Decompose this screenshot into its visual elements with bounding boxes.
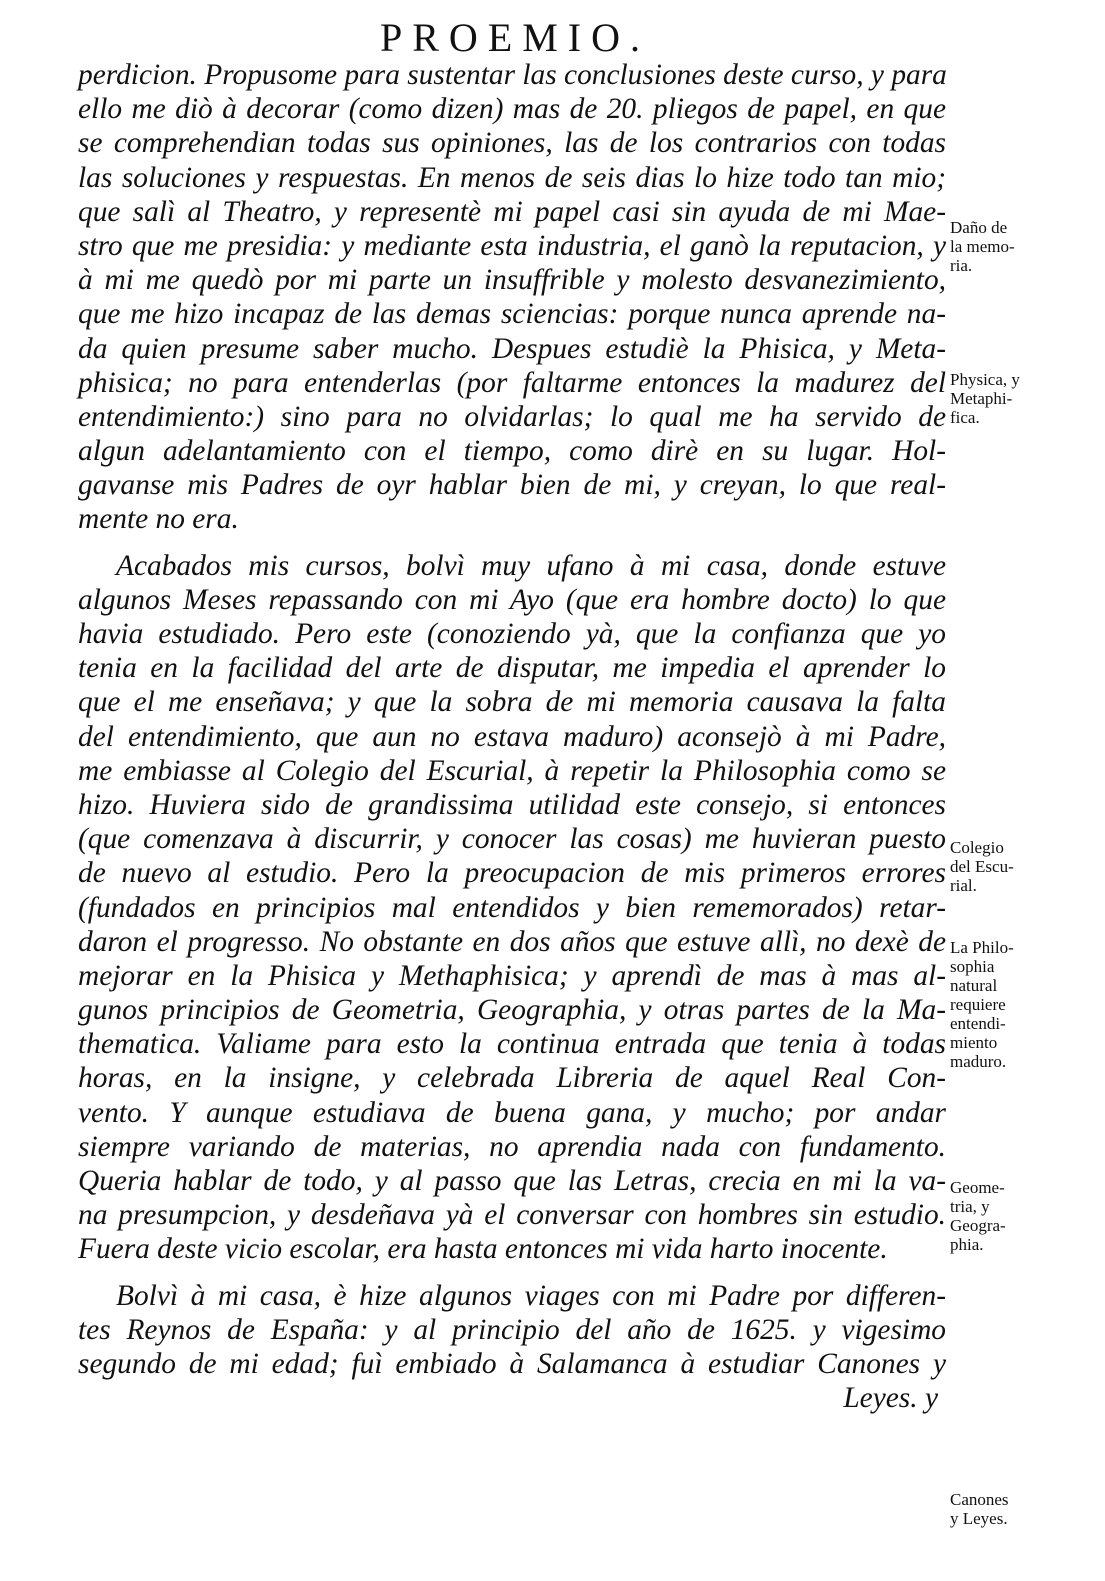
text-line: del entendimiento, que aun no estava maduro) aconsejò à mi Padre, bbox=[78, 720, 946, 753]
text-line: horas, en la insigne, y celebrada Libreria de aquel Real Con- bbox=[78, 1062, 946, 1095]
paragraph-gap bbox=[78, 537, 946, 549]
text-line: Queria hablar de todo, y al passo que las Letras, crecia en mi la va- bbox=[78, 1165, 946, 1197]
text-line: siempre variando de materias, no aprendia nada con fundamento. bbox=[78, 1130, 946, 1163]
text-line: na presumpcion, y desdeñava yà el conversar con hombres sin estudio. bbox=[78, 1199, 946, 1232]
text-line: (que comenzava à discurrir, y conocer las cosas) me huvieran puesto bbox=[78, 823, 946, 856]
margin-note-physica bbox=[950, 370, 1050, 427]
text-line: mejorar en la Phisica y Methaphisica; y aprendì de mas à mas al- bbox=[78, 959, 946, 992]
text-line: Fuera deste vicio escolar, era hasta entonces mi vida harto inocente. bbox=[78, 1233, 888, 1266]
text-line: gunos principios de Geometria, Geographia, y otras partes de la Ma- bbox=[78, 994, 946, 1027]
text-line: ello me diò à decorar (como dizen) mas de 20. pliegos de papel, en que bbox=[78, 93, 946, 126]
catchword: Leyes. y bbox=[843, 1382, 938, 1415]
margin-note-line: Metaphi- bbox=[950, 389, 1013, 408]
margin-note-colegio bbox=[950, 838, 1050, 895]
text-line: da quien presume saber mucho. Despues estudiè la Phisica, y Meta- bbox=[78, 332, 946, 365]
text-line: entendimiento:) sino para no olvidarlas; lo qual me ha servido de bbox=[78, 400, 946, 433]
paragraph-2 bbox=[78, 549, 946, 1267]
text-line: daron el progresso. No obstante en dos años que estuve allì, no dexè de bbox=[78, 925, 946, 958]
text-line: havia estudiado. Pero este (conoziendo yà, que la confianza que yo bbox=[78, 618, 946, 650]
margin-note-line: Colegio bbox=[950, 838, 1004, 857]
paragraph-gap bbox=[78, 1267, 946, 1279]
text-line: phisica; no para entenderlas (por faltarme entonces la madurez del bbox=[78, 366, 946, 399]
text-line: à mi me quedò por mi parte un insuffrible y molesto desvanezimiento, bbox=[78, 264, 946, 297]
text-line: thematica. Valiame para esto la continua entrada que tenia à todas bbox=[78, 1028, 946, 1061]
margin-note-line: Geogra- bbox=[950, 1216, 1006, 1235]
text-line: algunos Meses repassando con mi Ayo (que era hombre docto) lo que bbox=[78, 583, 946, 616]
margin-note-line: requiere bbox=[950, 995, 1006, 1014]
margin-note-line: natural bbox=[950, 976, 998, 995]
margin-note-line: sophia bbox=[950, 957, 995, 976]
margin-note-line: la memo- bbox=[950, 237, 1015, 256]
margin-note-canones bbox=[950, 1490, 1050, 1528]
margin-note-line: Canones bbox=[950, 1490, 1009, 1509]
text-line: vento. Y aunque estudiava de buena gana, y mucho; por andar bbox=[78, 1096, 946, 1129]
text-line: de nuevo al estudio. Pero la preocupacion de mis primeros errores bbox=[78, 857, 946, 890]
paragraph-1 bbox=[78, 58, 946, 537]
text-line: tes Reynos de España: y al principio del año de 1625. y vigesimo bbox=[78, 1313, 946, 1346]
margin-note-line: y Leyes. bbox=[950, 1509, 1008, 1528]
text-line: que salì al Theatro, y representè mi papel casi sin ayuda de mi Mae- bbox=[78, 195, 946, 228]
margin-note-line: Geome- bbox=[950, 1178, 1005, 1197]
margin-note-geometria bbox=[950, 1178, 1050, 1254]
text-line: las soluciones y respuestas. En menos de seis dias lo hize todo tan mio; bbox=[78, 161, 946, 194]
text-line: tenia en la facilidad del arte de disputar, me impedia el aprender lo bbox=[78, 652, 946, 685]
text-line: algun adelantamiento con el tiempo, como dirè en su lugar. Hol- bbox=[78, 435, 946, 468]
margin-note-line: entendi- bbox=[950, 1014, 1006, 1033]
text-line: hizo. Huviera sido de grandissima utilidad este consejo, si entonces bbox=[78, 788, 946, 821]
margin-note-philosophia bbox=[950, 938, 1050, 1071]
margin-note-line: Daño de bbox=[950, 218, 1008, 237]
paragraph-3 bbox=[78, 1279, 946, 1382]
text-line: me embiasse al Colegio del Escurial, à repetir la Philosophia como se bbox=[78, 754, 946, 787]
text-line: segundo de mi edad; fuì embiado à Salamanca à estudiar Canones y bbox=[78, 1347, 946, 1380]
margin-note-memoria bbox=[950, 218, 1050, 275]
text-line: stro que me presidia: y mediante esta industria, el ganò la reputacion, y bbox=[78, 229, 946, 262]
text-line: se comprehendian todas sus opiniones, las de los contrarios con todas bbox=[78, 127, 946, 160]
margin-note-line: del Escu- bbox=[950, 857, 1014, 876]
text-line: que el me enseñava; y que la sobra de mi memoria causava la falta bbox=[78, 686, 946, 719]
text-line: que me hizo incapaz de las demas sciencias: porque nunca aprende na- bbox=[78, 298, 946, 331]
margin-note-line: miento bbox=[950, 1033, 998, 1052]
margin-note-line: phia. bbox=[950, 1235, 984, 1254]
text-line: (fundados en principios mal entendidos y bien rememorados) retar- bbox=[78, 891, 946, 924]
main-text bbox=[78, 58, 946, 1415]
margin-note-line: ria. bbox=[950, 256, 973, 275]
text-line: Acabados mis cursos, bolvì muy ufano à mi casa, donde estuve bbox=[116, 549, 946, 582]
text-line: mente no era. bbox=[78, 503, 239, 536]
text-line: gavanse mis Padres de oyr hablar bien de mi, y creyan, lo que real- bbox=[78, 469, 946, 502]
margin-note-line: rial. bbox=[950, 876, 977, 895]
page-header: PROEMIO. bbox=[379, 15, 651, 60]
margin-note-line: tria, y bbox=[950, 1197, 990, 1216]
margin-note-line: Physica, y bbox=[950, 370, 1020, 389]
text-line: Bolvì à mi casa, è hize algunos viages con mi Padre por differen- bbox=[116, 1279, 946, 1312]
margin-note-line: maduro. bbox=[950, 1052, 1007, 1071]
margin-note-line: fica. bbox=[950, 408, 980, 427]
text-line: perdicion. Propusome para sustentar las conclusiones deste curso, y para bbox=[78, 59, 947, 91]
margin-note-line: La Philo- bbox=[950, 938, 1014, 957]
